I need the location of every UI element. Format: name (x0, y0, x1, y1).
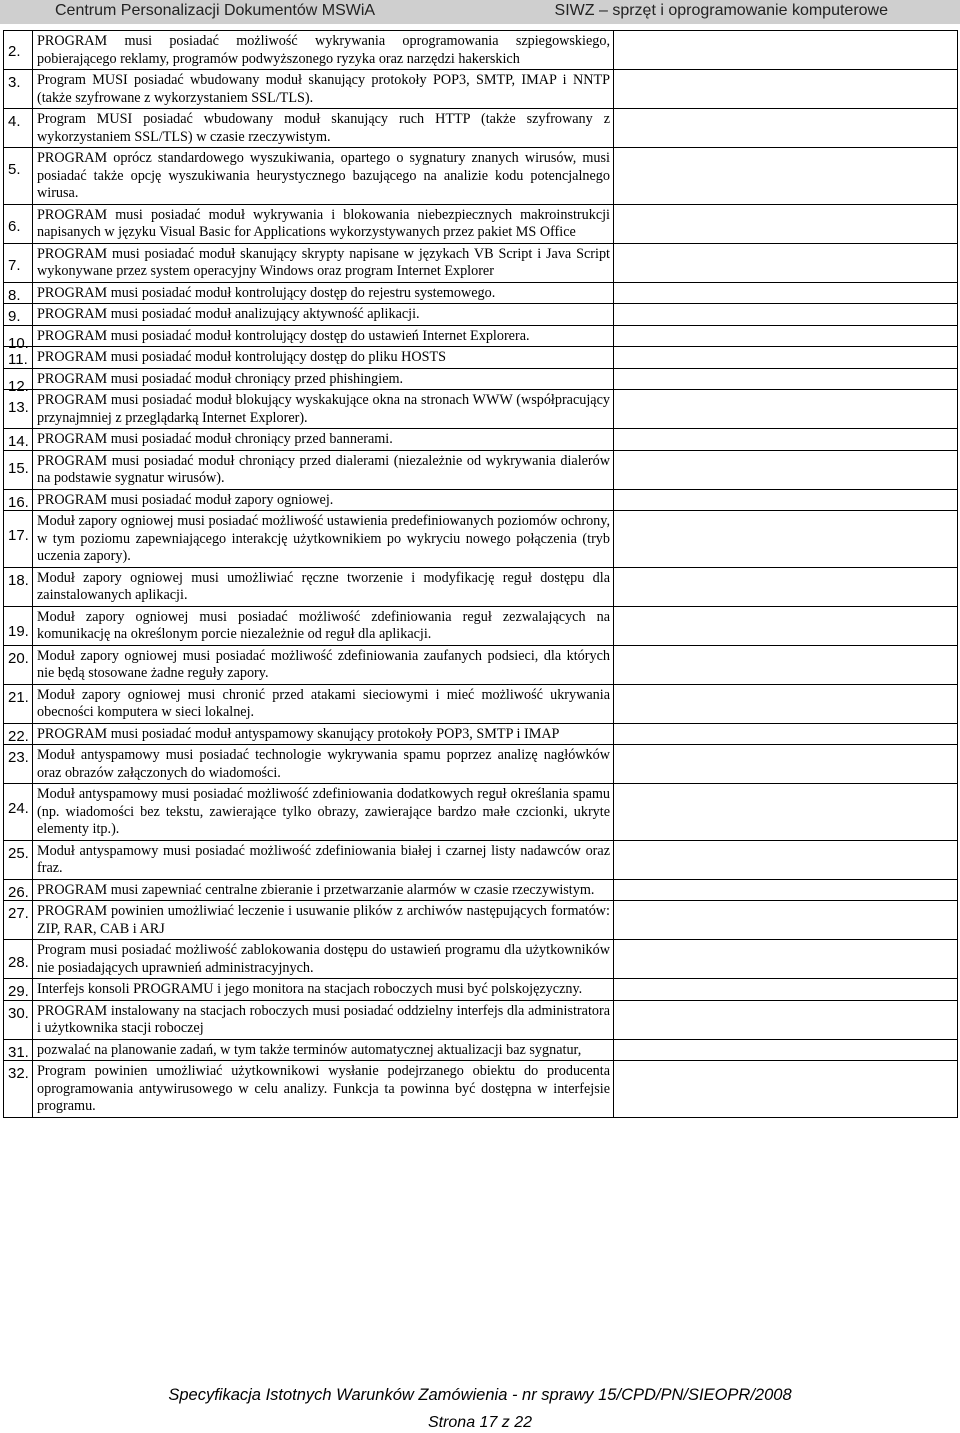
requirement-number-cell (4, 489, 33, 511)
compliance-cell (614, 979, 958, 1001)
table-row (4, 1000, 958, 1039)
requirement-text: PROGRAM musi posiadać możliwość wykrywania oprogramowania szpiegowskiego, pobierającego reklamy, programów podwyższonego ryzyka oraz narzędzi hakerskich (33, 31, 614, 70)
requirement-number-cell (4, 606, 33, 645)
requirement-number: 9. (8, 308, 21, 325)
requirement-number-cell (4, 723, 33, 745)
table-row (4, 840, 958, 879)
requirement-text: PROGRAM musi posiadać moduł kontrolujący dostęp do rejestru systemowego. (33, 282, 614, 304)
requirement-number-cell (4, 429, 33, 451)
requirement-number: 13. (8, 399, 29, 416)
requirement-text: Program MUSI posiadać wbudowany moduł skanujący ruch HTTP (także szyfrowany z wykorzystaniem SSL/TLS) w czasie rzeczywistym. (33, 109, 614, 148)
compliance-cell (614, 1000, 958, 1039)
requirement-number: 30. (8, 1004, 29, 1022)
requirement-text: PROGRAM musi posiadać moduł skanujący skrypty napisane w językach VB Script i Java Script wykonywane przez system operacyjny Windows oraz program Internet Explorer (33, 243, 614, 282)
table-row (4, 645, 958, 684)
requirement-number-cell (4, 282, 33, 304)
table-row (4, 325, 958, 347)
compliance-cell (614, 70, 958, 109)
table-row (4, 31, 958, 70)
requirement-number: 3. (8, 74, 21, 91)
requirement-number: 4. (8, 113, 21, 130)
compliance-cell (614, 1039, 958, 1061)
requirement-text: PROGRAM musi posiadać moduł chroniący przed dialerami (niezależnie od wykrywania dialerów na podstawie sygnatur wirusów). (33, 450, 614, 489)
compliance-cell (614, 347, 958, 369)
compliance-cell (614, 1061, 958, 1118)
requirement-text: Program powinien umożliwiać użytkownikowi wysłanie podejrzanego obiektu do producenta oprogramowania antywirusowego w celu analizy. Funkcja ta powinna być dostępna w interfejsie programu. (33, 1061, 614, 1118)
requirement-number: 14. (8, 433, 29, 450)
compliance-cell (614, 325, 958, 347)
requirement-text: pozwalać na planowanie zadań, w tym także terminów automatycznej aktualizacji baz sygnatur, (33, 1039, 614, 1061)
requirement-text: Moduł antyspamowy musi posiadać możliwość zdefiniowania dodatkowych reguł określania spamu (np. wiadomości bez tekstu, zawierające tylko obrazy, zawierające bardzo małe czcionki, ukryte elementy itp.). (33, 784, 614, 841)
requirement-number-cell (4, 148, 33, 205)
requirement-number-cell (4, 368, 33, 395)
requirement-number: 5. (8, 161, 21, 178)
compliance-cell (614, 606, 958, 645)
compliance-cell (614, 390, 958, 429)
table-row (4, 606, 958, 645)
compliance-cell (614, 450, 958, 489)
compliance-cell (614, 745, 958, 784)
table-row (4, 368, 958, 390)
requirement-number-cell (4, 1000, 33, 1039)
requirement-text: Moduł antyspamowy musi posiadać technologie wykrywania spamu poprzez analizę nagłówków oraz obrazów załączonych do wiadomości. (33, 745, 614, 784)
requirement-number: 10. (8, 334, 29, 352)
page-total: 22 (514, 1414, 533, 1431)
requirement-number-cell (4, 645, 33, 684)
table-row (4, 979, 958, 1001)
table-row (4, 1061, 958, 1118)
page-number (0, 1414, 960, 1432)
table-row (4, 390, 958, 429)
header-document-title: SIWZ – sprzęt i oprogramowanie komputerowe (554, 2, 888, 19)
compliance-cell (614, 429, 958, 451)
requirement-number: 32. (8, 1065, 29, 1082)
requirement-text: PROGRAM musi posiadać moduł antyspamowy skanujący protokoły POP3, SMTP i IMAP (33, 723, 614, 745)
requirement-number: 24. (8, 800, 29, 817)
requirement-number-cell (4, 243, 33, 282)
requirement-number: 26. (8, 883, 29, 901)
compliance-cell (614, 567, 958, 606)
requirement-text: PROGRAM musi posiadać moduł zapory ogniowej. (33, 489, 614, 511)
compliance-cell (614, 684, 958, 723)
requirement-number: 7. (8, 256, 21, 274)
table-row (4, 243, 958, 282)
requirement-text: PROGRAM musi posiadać moduł analizujący aktywność aplikacji. (33, 304, 614, 326)
table-row (4, 879, 958, 901)
compliance-cell (614, 784, 958, 841)
table-row (4, 1039, 958, 1061)
compliance-cell (614, 368, 958, 390)
requirement-number: 17. (8, 527, 29, 544)
table-row (4, 489, 958, 511)
requirement-text: Interfejs konsoli PROGRAMU i jego monitora na stacjach roboczych musi być polskojęzyczny. (33, 979, 614, 1001)
requirement-number-cell (4, 901, 33, 940)
compliance-cell (614, 645, 958, 684)
requirement-number-cell (4, 840, 33, 879)
requirements-table-body (4, 31, 958, 1118)
requirement-number: 19. (8, 622, 29, 640)
compliance-cell (614, 879, 958, 901)
requirement-number-cell (4, 325, 33, 352)
requirement-text: PROGRAM musi zapewniać centralne zbieranie i przetwarzanie alarmów w czasie rzeczywistym. (33, 879, 614, 901)
requirement-number-cell (4, 31, 33, 70)
requirement-text: PROGRAM musi posiadać moduł wykrywania i blokowania niebezpiecznych makroinstrukcji napisanych w języku Visual Basic for Applications wykorzystywanych przez pakiet MS Office (33, 204, 614, 243)
page-separator: z (501, 1414, 510, 1431)
requirement-text: Program MUSI posiadać wbudowany moduł skanujący protokoły POP3, SMTP, IMAP i NNTP (także szyfrowane z wykorzystaniem SSL/TLS). (33, 70, 614, 109)
requirement-number: 22. (8, 727, 29, 745)
requirement-text: Moduł antyspamowy musi posiadać możliwość zdefiniowania białej i czarnej listy nadawców oraz fraz. (33, 840, 614, 879)
requirement-text: PROGRAM musi posiadać moduł kontrolujący dostęp do ustawień Internet Explorera. (33, 325, 614, 347)
footer-specification-title: Specyfikacja Istotnych Warunków Zamówienia - nr sprawy 15/CPD/PN/SIEOPR/2008 (168, 1386, 792, 1404)
requirement-number: 31. (8, 1043, 29, 1061)
requirement-text: Moduł zapory ogniowej musi posiadać możliwość ustawienia predefiniowanych poziomów ochrony, w tym poziomu zapewniającego interakcję użytkownikiem po wykryciu nowego połączenia (tryb uczenia zapory). (33, 511, 614, 568)
requirement-number-cell (4, 204, 33, 243)
compliance-cell (614, 204, 958, 243)
requirement-number-cell (4, 684, 33, 723)
requirement-text: Moduł zapory ogniowej musi chronić przed atakami sieciowymi i mieć możliwość ukrywania obecności komputera w sieci lokalnej. (33, 684, 614, 723)
page-header (0, 0, 960, 24)
compliance-cell (614, 304, 958, 326)
requirement-number: 12. (8, 377, 29, 395)
requirement-text: PROGRAM musi posiadać moduł chroniący przed bannerami. (33, 429, 614, 451)
requirement-number-cell (4, 745, 33, 784)
compliance-cell (614, 148, 958, 205)
table-row (4, 204, 958, 243)
requirement-number: 16. (8, 493, 29, 511)
compliance-cell (614, 723, 958, 745)
header-organization: Centrum Personalizacji Dokumentów MSWiA (55, 2, 376, 19)
compliance-cell (614, 840, 958, 879)
compliance-cell (614, 511, 958, 568)
table-row (4, 567, 958, 606)
table-row (4, 70, 958, 109)
requirement-text: PROGRAM musi posiadać moduł blokujący wyskakujące okna na stronach WWW (współpracujący przynajmniej z przeglądarką Internet Explorer). (33, 390, 614, 429)
requirement-number: 8. (8, 286, 21, 304)
requirement-number: 2. (8, 43, 21, 60)
table-row (4, 723, 958, 745)
table-row (4, 450, 958, 489)
requirement-number: 27. (8, 905, 29, 922)
requirements-table (3, 30, 958, 1118)
compliance-cell (614, 109, 958, 148)
table-row (4, 148, 958, 205)
requirement-text: PROGRAM powinien umożliwiać leczenie i usuwanie plików z archiwów następujących formatów: ZIP, RAR, CAB i ARJ (33, 901, 614, 940)
requirement-text: PROGRAM musi posiadać moduł chroniący przed phishingiem. (33, 368, 614, 390)
requirement-text: Program musi posiadać możliwość zablokowania dostępu do ustawień programu dla użytkowników nie posiadających uprawnień administracyjnych. (33, 940, 614, 979)
requirement-number-cell (4, 940, 33, 979)
table-row (4, 940, 958, 979)
requirement-text: Moduł zapory ogniowej musi posiadać możliwość zdefiniowania zaufanych podsieci, dla których nie będą stosowane żadne reguły zapory. (33, 645, 614, 684)
compliance-cell (614, 282, 958, 304)
requirement-number-cell (4, 347, 33, 369)
requirement-number-cell (4, 979, 33, 1001)
compliance-cell (614, 901, 958, 940)
compliance-cell (614, 489, 958, 511)
table-row (4, 429, 958, 451)
requirement-text: Moduł zapory ogniowej musi posiadać możliwość zdefiniowania reguł zezwalających na komunikację na określonym porcie niezależnie od reguł dla aplikacji. (33, 606, 614, 645)
requirement-number: 29. (8, 983, 29, 1000)
requirement-number-cell (4, 879, 33, 901)
requirement-number: 15. (8, 459, 29, 477)
requirement-number: 25. (8, 844, 29, 862)
requirement-number-cell (4, 390, 33, 429)
requirement-number: 28. (8, 954, 29, 971)
requirement-number-cell (4, 70, 33, 109)
requirement-number: 6. (8, 217, 21, 235)
compliance-cell (614, 243, 958, 282)
table-row (4, 784, 958, 841)
page-prefix: Strona (427, 1414, 476, 1431)
requirement-number-cell (4, 511, 33, 568)
requirement-number: 21. (8, 688, 29, 706)
requirement-number-cell (4, 1061, 33, 1118)
requirement-number-cell (4, 450, 33, 489)
requirement-number-cell (4, 567, 33, 606)
requirement-text: Moduł zapory ogniowej musi umożliwiać ręczne tworzenie i modyfikację reguł dostępu dla zainstalowanych aplikacji. (33, 567, 614, 606)
requirement-text: PROGRAM instalowany na stacjach roboczych musi posiadać oddzielny interfejs dla administratora i użytkownika stacji roboczej (33, 1000, 614, 1039)
requirement-number: 11. (8, 351, 28, 368)
table-row (4, 901, 958, 940)
table-row (4, 109, 958, 148)
table-row (4, 511, 958, 568)
requirement-text: PROGRAM oprócz standardowego wyszukiwania, opartego o sygnatury znanych wirusów, musi posiadać także opcję wyszukiwania heurystycznego bazującego na analizie kodu potencjalnego wirusa. (33, 148, 614, 205)
compliance-cell (614, 31, 958, 70)
requirement-number: 23. (8, 749, 29, 766)
requirement-number: 20. (8, 649, 29, 667)
requirement-number-cell (4, 784, 33, 841)
requirement-number-cell (4, 109, 33, 148)
compliance-cell (614, 940, 958, 979)
table-row (4, 684, 958, 723)
table-row (4, 347, 958, 369)
table-row (4, 304, 958, 326)
requirement-number-cell (4, 1039, 33, 1061)
table-row (4, 282, 958, 304)
table-row (4, 745, 958, 784)
requirement-text: PROGRAM musi posiadać moduł kontrolujący dostęp do pliku HOSTS (33, 347, 614, 369)
requirement-number: 18. (8, 571, 29, 589)
page-current: 17 (479, 1414, 498, 1431)
requirement-number-cell (4, 304, 33, 326)
